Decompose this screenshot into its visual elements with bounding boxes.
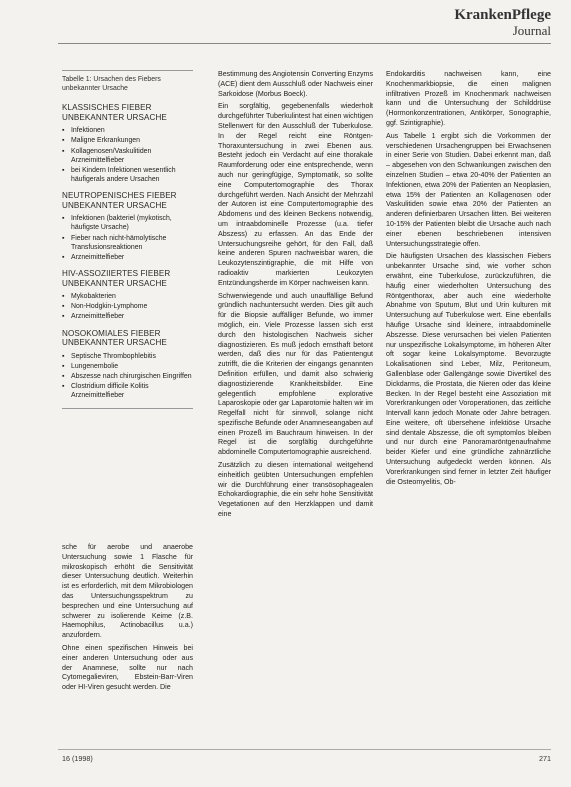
paragraph: Aus Tabelle 1 ergibt sich die Vorkommen der verschiedenen Ursachengruppen bei Erwachsenen in einer Serie von Studien. Dabei erkennt man, daß – abgesehen von den Schwankungen zwischen den einzelnen Studien – etwa 20-40% der Patienten an Infektionen, etwa 20% der Patienten an Neoplasien, etwa 15% der Patienten an Kollagenosen oder Vaskulitiden sowie etwa 20% der Patienten an anderen definierbaren Ursachen litten. Bei weiteren 10-15% der Patienten bleibt die Ursache auch nach einer ebenen beschriebenen intensiven Untersuchungsstrategie offen. <box>386 131 551 248</box>
paragraph: Ein sorgfältig, gegebenenfalls wiederholt durchgeführter Tuberkulintest hat einen wichtigen Stellenwert für den Ausschluß der Tuberkulose. In der Regel reicht eine Röntgen-Thoraxuntersuchung in zwei Ebenen aus. Besteht jedoch ein Verdacht auf eine thorakale Raumforderung oder eine entsprechende, wenn auch nur geringfügige, Symptomatik, so sollte eine Computertomographie des Thorax durchgeführt werden. Nach Ansicht der Mehrzahl der Autoren ist eine Computertomographie des Abdomens und des kleinen Beckens notwendig, um intraabdominelle Prozesse (u.a. tiefer Abszess) zu erfassen. An das Ende der Untersuchungsreihe gehört, für den Fall, daß keine anderen Spuren nachweisbar waren, die Leukozytenszintigraphie, die mit Hilfe von radioaktiv markierten Leukozyten Entzündungsherde im Körper nachweisen kann. <box>218 102 373 287</box>
list-item: ▪ Infektionen <box>62 126 193 135</box>
paragraph: Die häufigsten Ursachen des klassischen Fiebers unbekannter Ursache sind, wie vorher schon erwähnt, eine Tuberkulose, zurückzuführen, die häufig einer wiederholten Untersuchung des Röntgenthorax, aber auch eine wiederholte Abnahme von Sputum, Blut und Urin kulturen mit Untersuchung auf Tuberkulose wert. Eine ebenfalls häufige Ursache sind kleinere, intraabdominelle Abszesse. Diese verursachen bei vielen Patienten nur unspezifische Lokalsymptome, im höheren Alter oft sogar keine Lokalsymptome. Bevorzugte Lokalisationen sind Leber, Milz, Peritoneum, Gallenblase oder Gallengänge sowie Divertikel des Dickdarms, die Prostata, die Nieren oder das kleine Becken. In der Regel besteht eine Assoziation mit Vorerkrankungen oder Voroperationen, das zeitliche Intervall kann jedoch Monate oder Jahre betragen. Eine weitere, oft übersehene infektiöse Ursache sind dentale Abszesse, die oft symptomlos bleiben und nur durch eine Panoramaröntgenaufnahme beider Kiefer und eine gründliche zahnärztliche Untersuchung aufgedeckt werden können. Als Vorerkrankungen sind ferner in letzter Zeit häufiger die Osteomyelitis, Ob- <box>386 252 551 486</box>
journal-masthead <box>454 8 551 37</box>
page-number: 271 <box>539 754 551 763</box>
section-title: NOSOKOMIALES FIEBER UNBEKANNTER URSACHE <box>62 328 167 348</box>
list-item: ▪ Clostridium difficile Kolitis Arzneimittelfieber <box>62 382 193 400</box>
list-item: ▪ Infektionen (bakteriel (mykotisch, häufigste Ursache) <box>62 214 193 232</box>
text-column-middle <box>218 70 373 523</box>
table-section-classic <box>62 103 193 184</box>
list-item: ▪ Arzneimittelfieber <box>62 253 193 262</box>
journal-brand: KrankenPflege <box>454 7 551 23</box>
table-caption: Tabelle 1: Ursachen des Fiebers unbekannter Ursache <box>62 76 161 93</box>
section-title: KLASSISCHES FIEBER UNBEKANNTER URSACHE <box>62 103 167 122</box>
paragraph: Endokarditis nachweisen kann, eine Knochenmarkbiopsie, die einen malignen infiltrativen Prozeß im Knochenmark nachweisen kann und die Untersuchung der Schilddrüse (Hormonkonzentrationen, Antikörper, Sonographie, ggf. Szintigraphie). <box>386 70 551 127</box>
list-item: ▪ Kollagenosen/Vaskulitiden Arzneimittelfieber <box>62 147 193 165</box>
table-section-hiv <box>62 269 193 321</box>
list-item: ▪ Fieber nach nicht-hämolytische Transfusionsreaktionen <box>62 234 193 252</box>
list-item: ▪ Lungenembolie <box>62 362 193 371</box>
list-item: ▪ Septische Thrombophlebitis <box>62 352 193 361</box>
journal-subtitle: Journal <box>512 22 551 38</box>
list-item: ▪ Non-Hodgkin-Lymphome <box>62 302 193 311</box>
paragraph: Ohne einen spezifischen Hinweis bei einer anderen Untersuchung oder aus der Anamnese, sollte nur nach Cytomegalieviren, Ebstein-Barr-Viren oder HI-Viren gesucht werden. Die <box>62 643 193 692</box>
footer-rule <box>58 749 551 750</box>
section-title: HIV-ASSOZIIERTES FIEBER UNBEKANNTER URSACHE <box>62 269 171 288</box>
paragraph: Zusätzlich zu diesen international weitgehend einheitlich geübten Untersuchungen empfehlen wir die Durchführung einer transösophagealen Echokardiographie, die ein sehr hohe Sensitivität Vegetationen auf den Herzklappen und damit eine <box>218 461 373 519</box>
list-item: ▪ Maligne Erkrankungen <box>62 136 193 145</box>
text-column-right <box>386 70 551 490</box>
issue-number: 16 (1998) <box>62 754 93 763</box>
paragraph: Bestimmung des Angiotensin Converting Enzyms (ACE) dient dem Ausschluß oder Nachweis einer Sarkoidose (Morbus Boeck). <box>218 70 373 98</box>
table-section-nosocomial <box>62 329 193 401</box>
section-title: NEUTROPENISCHES FIEBER UNBEKANNTER URSACHE <box>62 191 177 210</box>
list-item: ▪ Mykobakterien <box>62 292 193 301</box>
paragraph: sche für aerobe und anaerobe Untersuchung sowie 1 Flasche für mikroskopisch erhöht die Sensitivität dieser Untersuchung deutlich. Weiterhin ist es erforderlich, mit dem Mikrobiologen das Untersuchungsspektrum zu besprechen und eine Untersuchung auf schwerer zu isolierende Keime (z.B. Haemophilus, Actinobacillus u.a.) anzufordern. <box>62 543 193 640</box>
text-column-left <box>62 543 193 696</box>
causes-table <box>62 70 193 409</box>
table-section-neutropenic <box>62 191 193 262</box>
table-bottom-rule <box>62 408 193 409</box>
list-item: ▪ bei Kindern Infektionen wesentlich häufigerals andere Ursachen <box>62 166 193 184</box>
list-item: ▪ Arzneimittelfieber <box>62 312 193 321</box>
list-item: ▪ Abszesse nach chirurgischen Eingriffen <box>62 372 193 381</box>
paragraph: Schwerwiegende und auch unauffällige Befund gründlich nachuntersucht werden. Dies gilt auch für die Biopsie auffälliger Befunde, wo immer möglich, ein. Viele Prozesse lassen sich erst durch den histologischen Nachweis sicher diagnostizieren. Es muß jedoch ernsthaft betont werden, daß dies nur für das Patientengut zutrifft, die die Kriterien der eingangs genannten Definition erfüllen, und damit also schwierig diagnostizierende Krankheitsbilder. Eine gelegentlich empfohlene explorative Laparoskopie oder gar Laparotomie halten wir im Regelfall nicht für sinnvoll, solange nicht spezifische Befunde oder Anamneseangaben auf einen Prozeß im Bauchraum hinweisen. In der Regel ist die sorgfältig durchgeführte abdominelle Computertomographie ausreichend. <box>218 291 373 457</box>
header-rule <box>58 43 551 44</box>
